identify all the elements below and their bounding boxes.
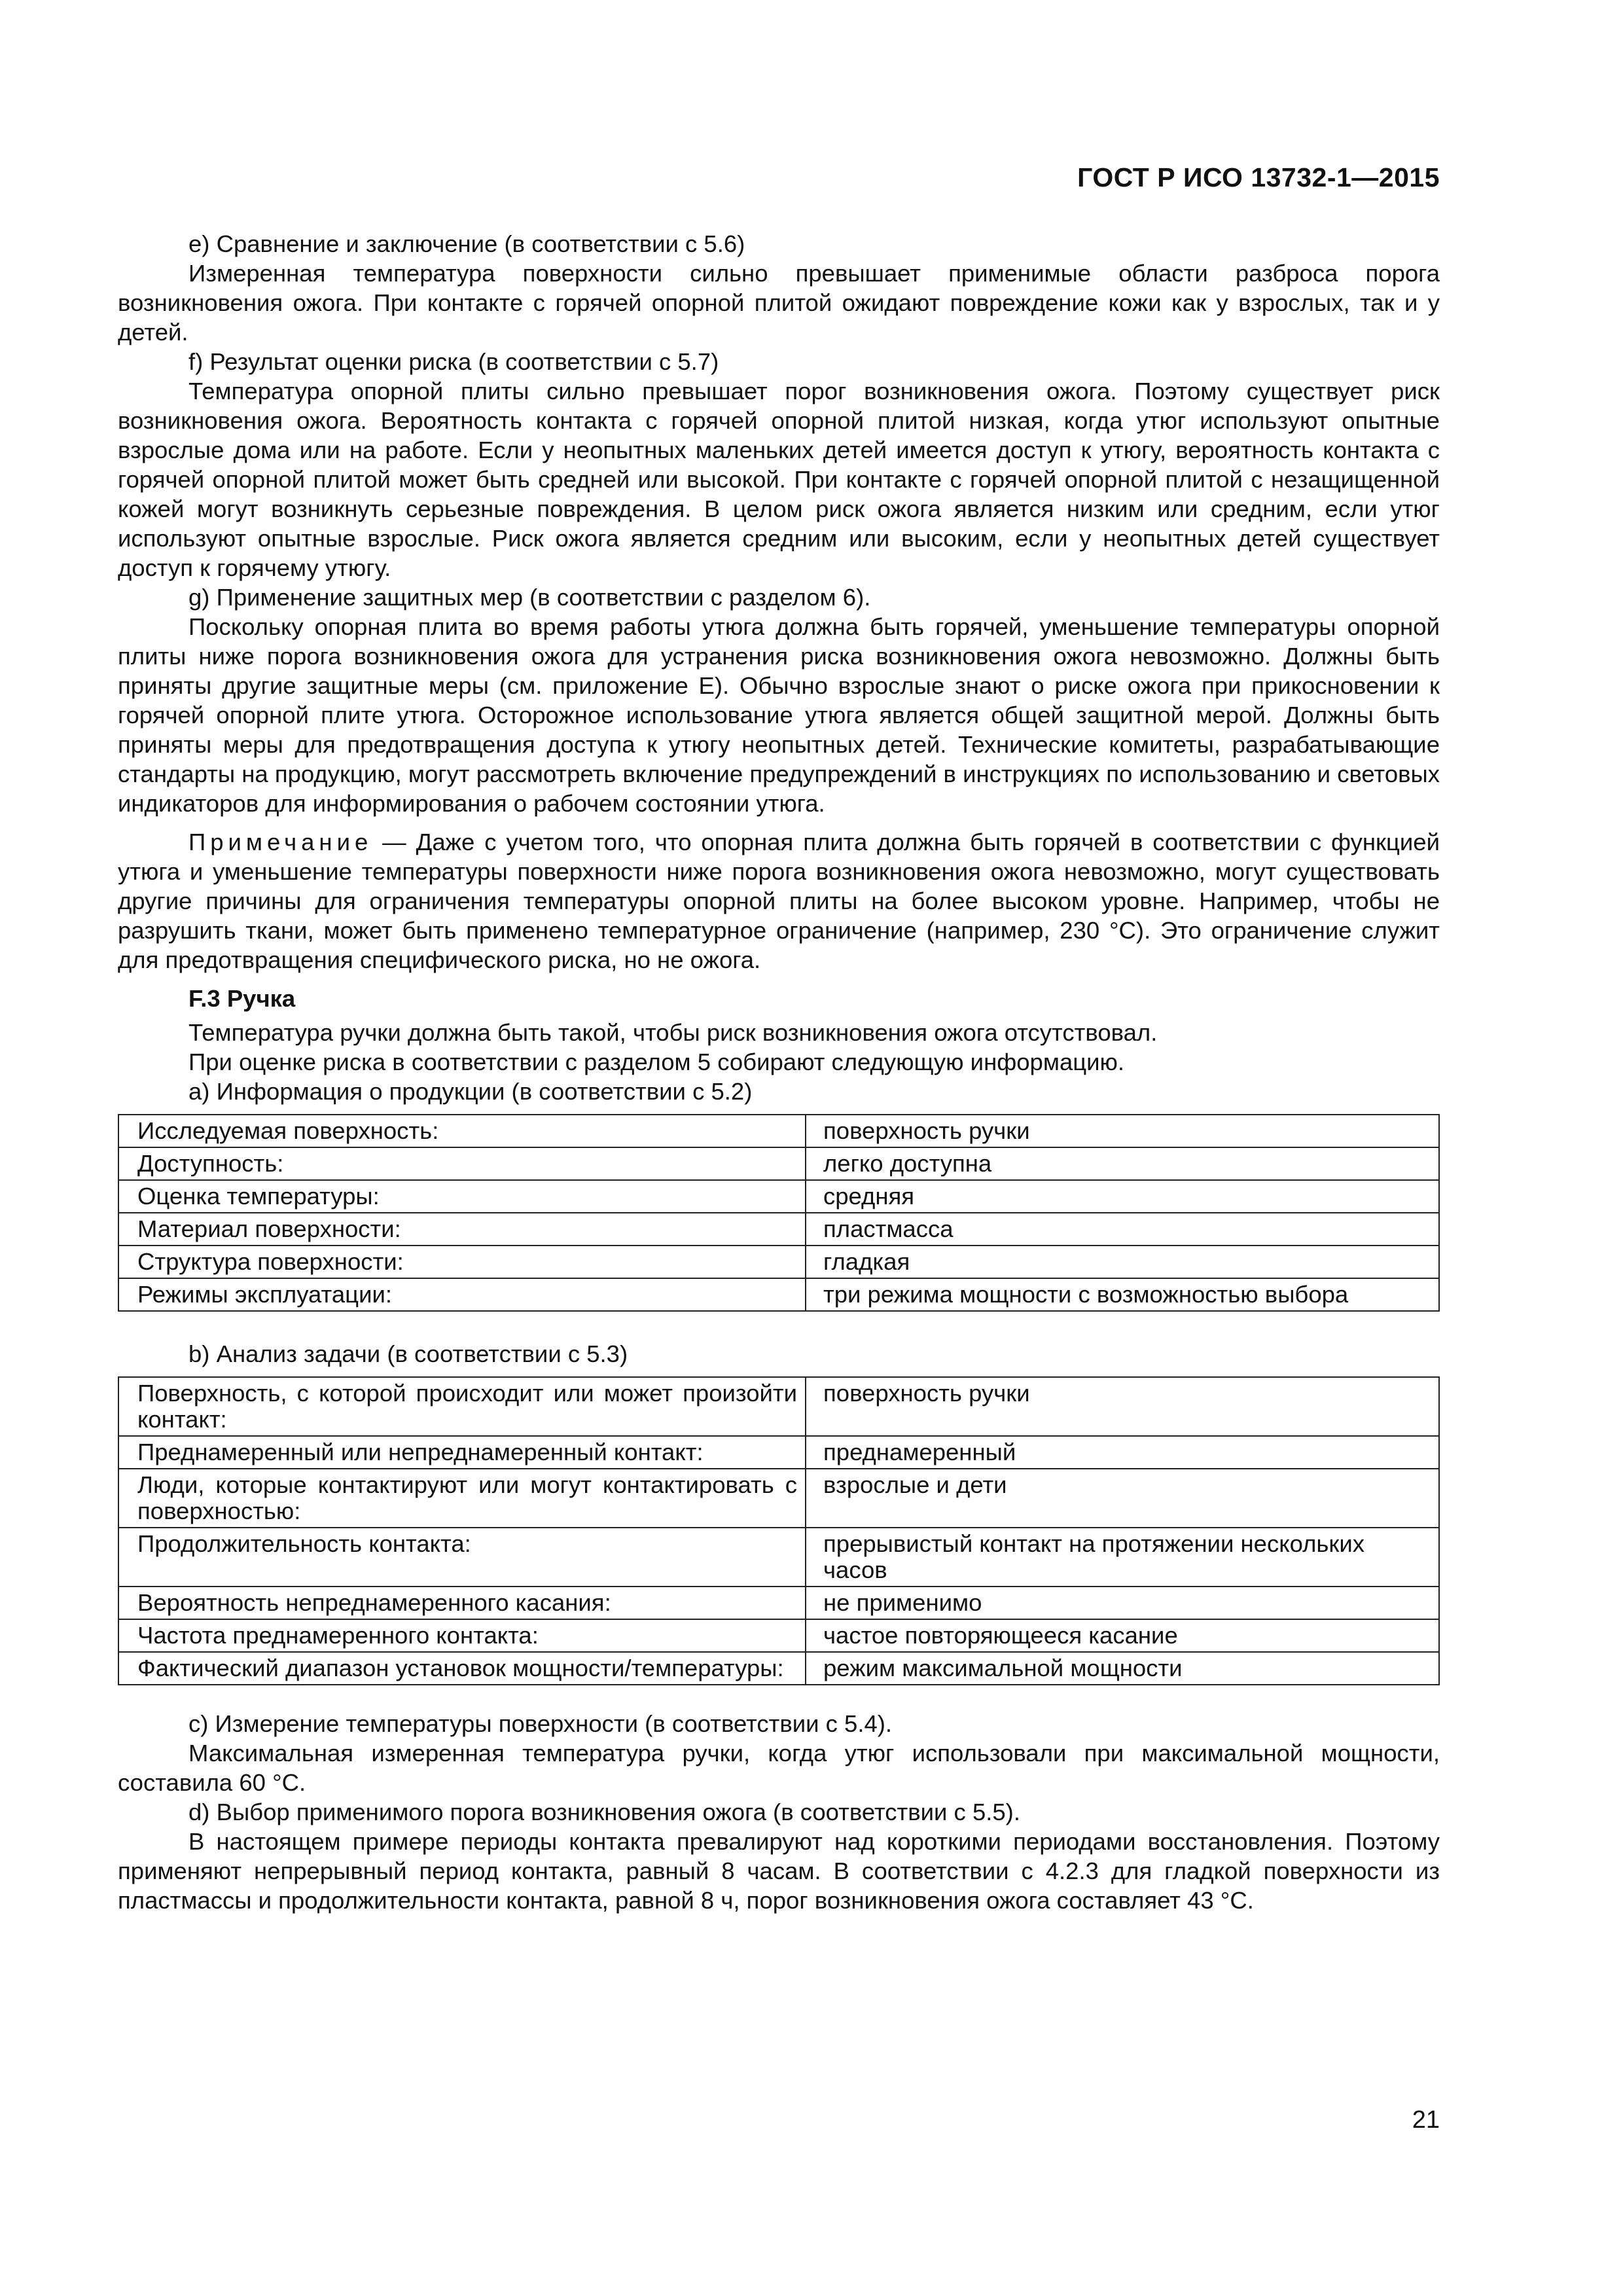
table-key-cell: Исследуемая поверхность:: [118, 1115, 806, 1147]
item-g: g) Применение защитных мер (в соответствии с разделом 6).: [188, 584, 871, 611]
table-key-cell: Поверхность, с которой происходит или может произойти контакт:: [118, 1377, 806, 1436]
table-value-cell: три режима мощности с возможностью выбора: [806, 1278, 1439, 1311]
table-row: [118, 1115, 1439, 1147]
table-value-cell: средняя: [806, 1180, 1439, 1213]
table-value-cell: преднамеренный: [806, 1436, 1439, 1469]
table-key-cell: Вероятность непреднамеренного касания:: [118, 1587, 806, 1619]
table-key-cell: Структура поверхности:: [118, 1246, 806, 1278]
table-row: [118, 1652, 1439, 1685]
table-value-cell: поверхность ручки: [806, 1115, 1439, 1147]
document-code-header: ГОСТ Р ИСО 13732-1—2015: [1077, 162, 1440, 192]
table-value-cell: прерывистый контакт на протяжении нескольких часов: [806, 1528, 1439, 1587]
table-key-cell: Оценка температуры:: [118, 1180, 806, 1213]
item-a: а) Информация о продукции (в соответствии с 5.2): [188, 1078, 753, 1105]
table-key-cell: Материал поверхности:: [118, 1213, 806, 1246]
table-value-cell: частое повторяющееся касание: [806, 1619, 1439, 1652]
document-page: [118, 0, 1440, 2296]
table-value-cell: поверхность ручки: [806, 1377, 1439, 1436]
table-row: [118, 1377, 1439, 1436]
item-f: f) Результат оценки риска (в соответствии с 5.7): [188, 348, 719, 375]
document-body: [118, 229, 1440, 1915]
table-key-cell: Режимы эксплуатации:: [118, 1278, 806, 1311]
item-c: с) Измерение температуры поверхности (в соответствии с 5.4).: [188, 1710, 893, 1737]
task-analysis-table: [118, 1376, 1440, 1685]
table-key-cell: Продолжительность контакта:: [118, 1528, 806, 1587]
table-value-cell: не применимо: [806, 1587, 1439, 1619]
paragraph-e-text: Измеренная температура поверхности сильно превышает применимые области разброса порога возникновения ожога. При контакте с горячей опорной плитой ожидают повреждение кожи как у взрослых, так и у детей.: [118, 260, 1440, 346]
product-info-table: [118, 1114, 1440, 1312]
paragraph-d-text: В настоящем примере периоды контакта превалируют над короткими периодами восстановления. Поэтому применяют непрерывный период контакта, равный 8 часам. В соответствии с 4.2.3 для гладкой поверхности из пластмассы и продолжительности контакта, равной 8 ч, порог возникновения ожога составляет 43 °С.: [118, 1828, 1440, 1914]
table-row: [118, 1587, 1439, 1619]
table-value-cell: пластмасса: [806, 1213, 1439, 1246]
table-key-cell: Доступность:: [118, 1147, 806, 1180]
table-row: [118, 1147, 1439, 1180]
section-intro-1: Температура ручки должна быть такой, чтобы риск возникновения ожога отсутствовал.: [188, 1019, 1158, 1046]
table-row: [118, 1213, 1439, 1246]
table-value-cell: гладкая: [806, 1246, 1439, 1278]
paragraph-g-text: Поскольку опорная плита во время работы утюга должна быть горячей, уменьшение температуры опорной плиты ниже порога возникновения ожога для устранения риска возникновения ожога невозможно. Должны быть приняты другие защитные меры (см. приложение Е). Обычно взрослые знают о риске ожога при прикосновении к горячей опорной плите утюга. Осторожное использование утюга является общей защитной мерой. Должны быть приняты меры для предотвращения доступа к утюгу неопытных детей. Технические комитеты, разрабатывающие стандарты на продукцию, могут рассмотреть включение предупреждений в инструкциях по использованию и световых индикаторов для информирования о рабочем состоянии утюга.: [118, 613, 1440, 817]
table-row: [118, 1619, 1439, 1652]
table-value-cell: легко доступна: [806, 1147, 1439, 1180]
paragraph-c-text: Максимальная измеренная температура ручки, когда утюг использовали при максимальной мощности, составила 60 °С.: [118, 1740, 1440, 1796]
page-number: 21: [1412, 2106, 1440, 2134]
note-text: — Даже с учетом того, что опорная плита должна быть горячей в соответствии с функцией утюга и уменьшение температуры поверхности ниже порога возникновения ожога невозможно, могут существовать другие причины для ограничения температуры опорной плиты на более высоком уровне. Например, чтобы не разрушить ткани, может быть применено температурное ограничение (например, 230 °С). Это ограничение служит для предотвращения специфического риска, но не ожога.: [118, 829, 1440, 973]
spacer: [118, 1312, 1440, 1339]
section-intro-2: При оценке риска в соответствии с разделом 5 собирают следующую информацию.: [188, 1049, 1125, 1075]
table-key-cell: Фактический диапазон установок мощности/температуры:: [118, 1652, 806, 1685]
table-row: [118, 1436, 1439, 1469]
table-row: [118, 1278, 1439, 1311]
table-key-cell: Частота преднамеренного контакта:: [118, 1619, 806, 1652]
table-key-cell: Преднамеренный или непреднамеренный контакт:: [118, 1436, 806, 1469]
note-paragraph: [118, 827, 1440, 975]
table-row: [118, 1246, 1439, 1278]
table-row: [118, 1469, 1439, 1528]
table-row: [118, 1180, 1439, 1213]
section-title: F.3 Ручка: [188, 985, 296, 1012]
table-key-cell: Люди, которые контактируют или могут контактировать с поверхностью:: [118, 1469, 806, 1528]
table-value-cell: взрослые и дети: [806, 1469, 1439, 1528]
item-e: e) Сравнение и заключение (в соответствии с 5.6): [188, 230, 745, 257]
table-value-cell: режим максимальной мощности: [806, 1652, 1439, 1685]
item-d: d) Выбор применимого порога возникновения ожога (в соответствии с 5.5).: [188, 1799, 1020, 1825]
item-b: b) Анализ задачи (в соответствии с 5.3): [188, 1340, 628, 1367]
spacer: [118, 1685, 1440, 1709]
paragraph-f-text: Температура опорной плиты сильно превышает порог возникновения ожога. Поэтому существует риск возникновения ожога. Вероятность контакта с горячей опорной плитой низкая, когда утюг используют опытные взрослые дома или на работе. Если у неопытных маленьких детей имеется доступ к утюгу, вероятность контакта с горячей опорной плитой может быть средней или высокой. При контакте с горячей опорной плитой с незащищенной кожей могут возникнуть серьезные повреждения. В целом риск ожога является низким или средним, если утюг используют опытные взрослые. Риск ожога является средним или высоким, если у неопытных детей существует доступ к горячему утюгу.: [118, 378, 1440, 581]
table-row: [118, 1528, 1439, 1587]
note-label: Примечание: [188, 829, 373, 855]
